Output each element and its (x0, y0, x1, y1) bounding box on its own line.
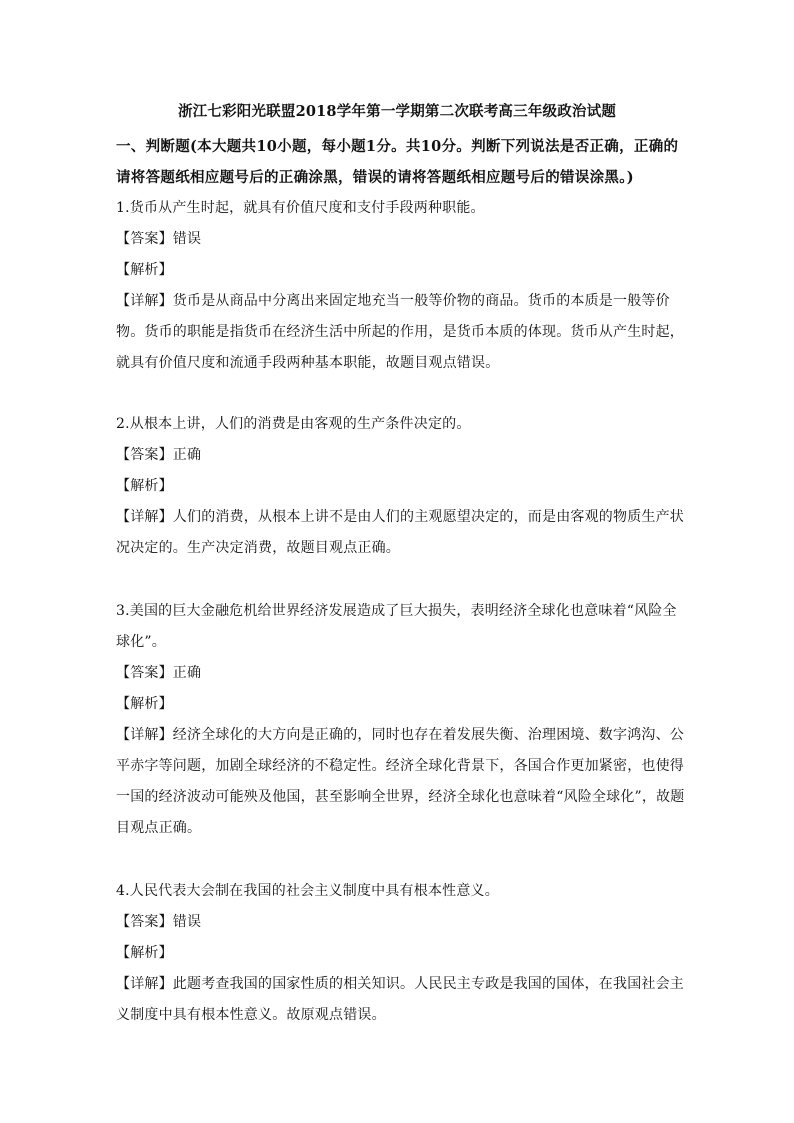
question-block-4 (116, 876, 686, 1031)
analysis-label: 【解析】 (116, 478, 173, 494)
detail-text: 【详解】货币是从商品中分离出来固定地充当一般等价物的商品。货币的本质是一般等价物。货币的职能是指货币在经济生活中所起的作用，是货币本质的体现。货币从产生时起，就具有价值尺度和流通手段两种基本职能，故题目观点错误。 (116, 293, 684, 371)
question-block-2 (116, 409, 686, 564)
section-heading: 一、判断题(本大题共10小题，每小题1分。共10分。判断下列说法是否正确，正确的请将答题纸相应题号后的正确涂黑，错误的请将答题纸相应题号后的错误涂黑。) (116, 138, 679, 186)
analysis-label: 【解析】 (116, 945, 173, 961)
answer-line: 【答案】正确 (116, 447, 202, 463)
question-text: 2.从根本上讲，人们的消费是由客观的生产条件决定的。 (116, 416, 471, 432)
question-block-3 (116, 596, 686, 844)
question-text: 4.人民代表大会制在我国的社会主义制度中具有根本性意义。 (116, 883, 499, 899)
answer-line: 【答案】正确 (116, 665, 202, 681)
question-text: 3.美国的巨大金融危机给世界经济发展造成了巨大损失，表明经济全球化也意味着“风险全球化”。 (116, 603, 677, 650)
answer-line: 【答案】错误 (116, 231, 202, 247)
analysis-label: 【解析】 (116, 262, 173, 278)
detail-text: 【详解】人们的消费，从根本上讲不是由人们的主观愿望决定的，而是由客观的物质生产状况决定的。生产决定消费，故题目观点正确。 (116, 509, 684, 556)
question-text: 1.货币从产生时起，就具有价值尺度和支付手段两种职能。 (116, 200, 485, 216)
analysis-label: 【解析】 (116, 696, 173, 712)
detail-text: 【详解】经济全球化的大方向是正确的，同时也存在着发展失衡、治理困境、数字鸿沟、公平赤字等问题，加剧全球经济的不稳定性。经济全球化背景下，各国合作更加紧密，也使得一国的经济波动可能殃及他国，甚至影响全世界，经济全球化也意味着“风险全球化”，故题目观点正确。 (116, 727, 685, 836)
question-block-1 (116, 193, 686, 379)
document-title: 浙江七彩阳光联盟2018学年第一学期第二次联考高三年级政治试题 (177, 103, 617, 120)
answer-line: 【答案】错误 (116, 914, 202, 930)
detail-text: 【详解】此题考查我国的国家性质的相关知识。人民民主专政是我国的国体，在我国社会主义制度中具有根本性意义。故原观点错误。 (116, 976, 684, 1023)
